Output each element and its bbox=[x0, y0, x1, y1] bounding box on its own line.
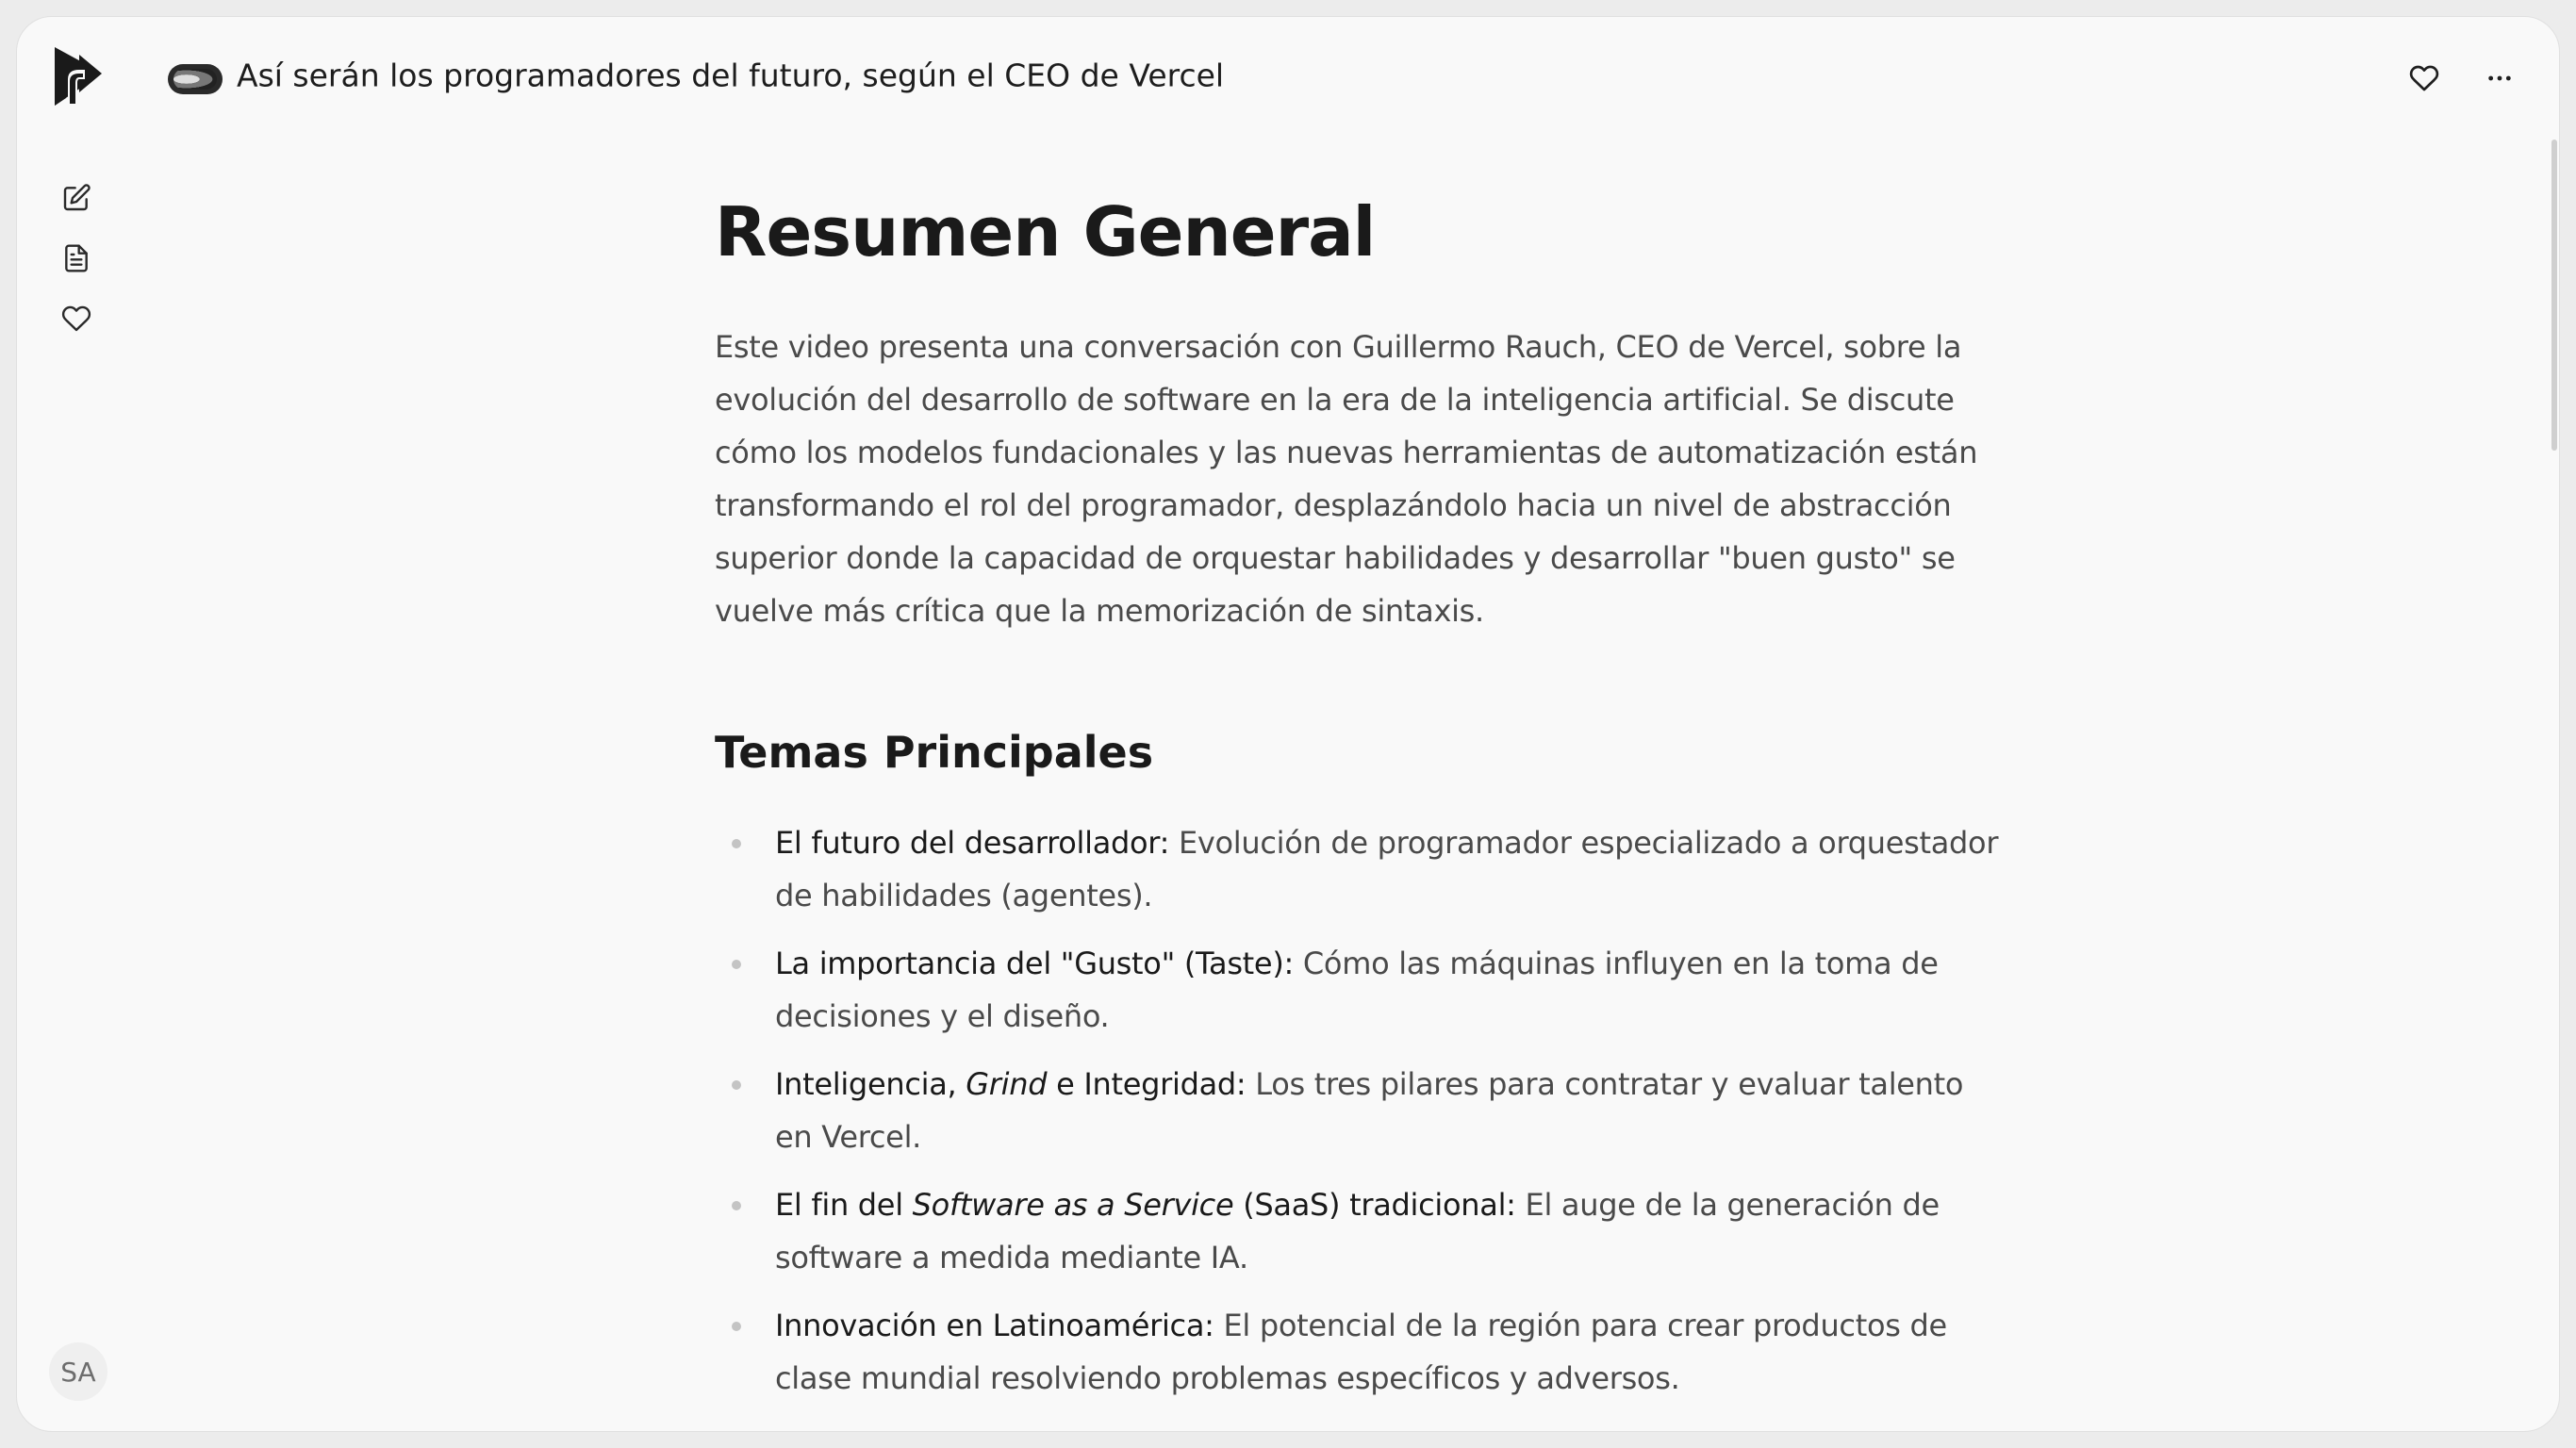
summary-paragraph: Este video presenta una conversación con Guillermo Rauch, CEO de Vercel, sobre la evolución del desarrollo de software en la era de la inteligencia artificial. Se discute cómo los modelos fundacionales y las nuevas herramientas de automatización están transformando el rol del programador, desplazándolo hacia un nivel de abstracción superior donde la capacidad de orquestar habilidades y desarrollar "buen gusto" se vuelve más crítica que la memorización de sintaxis. bbox=[715, 329, 1978, 629]
topic-text: El potencial de la región para crear productos de clase mundial resolviendo problemas específicos y adversos. bbox=[775, 1308, 1947, 1396]
bullet-icon bbox=[732, 1322, 741, 1331]
more-horizontal-icon bbox=[2485, 63, 2515, 93]
topic-lead-part: Inteligencia, bbox=[775, 1066, 966, 1102]
topic-lead: Innovación en Latinoamérica: bbox=[775, 1308, 1214, 1343]
bullet-icon bbox=[732, 839, 741, 848]
bullet-icon bbox=[732, 1080, 741, 1090]
topics-list bbox=[715, 816, 1997, 1405]
topic-lead bbox=[775, 1066, 1246, 1102]
heart-icon bbox=[2409, 63, 2439, 93]
top-bar bbox=[17, 17, 2559, 140]
list-item bbox=[715, 937, 2001, 1043]
video-thumbnail[interactable] bbox=[168, 64, 223, 94]
list-item bbox=[715, 1058, 2001, 1163]
document-icon bbox=[61, 243, 91, 273]
favorites-button[interactable] bbox=[59, 302, 93, 336]
app-logo-icon[interactable] bbox=[49, 45, 106, 107]
scrollbar[interactable] bbox=[2551, 140, 2557, 1422]
more-options-button[interactable] bbox=[2481, 59, 2518, 97]
app-window bbox=[16, 16, 2560, 1432]
topic-lead: El futuro del desarrollador: bbox=[775, 825, 1170, 861]
heart-icon bbox=[61, 304, 91, 334]
new-note-button[interactable] bbox=[59, 181, 93, 215]
topic-text: Los tres pilares para contratar y evaluar talento en Vercel. bbox=[775, 1066, 1964, 1155]
edit-icon bbox=[61, 183, 91, 213]
page-title: Resumen General bbox=[715, 192, 1376, 272]
bullet-icon bbox=[732, 960, 741, 969]
topic-lead-part: El fin del bbox=[775, 1187, 913, 1223]
main-content bbox=[715, 187, 1997, 1420]
documents-button[interactable] bbox=[59, 241, 93, 275]
user-avatar[interactable]: SA bbox=[49, 1342, 107, 1401]
list-item bbox=[715, 1178, 2001, 1284]
favorite-button[interactable] bbox=[2405, 59, 2443, 97]
section-heading: Temas Principales bbox=[715, 727, 1154, 778]
bullet-icon bbox=[732, 1201, 741, 1210]
topic-lead bbox=[775, 1187, 1516, 1223]
topic-text: Cómo las máquinas influyen en la toma de decisiones y el diseño. bbox=[775, 946, 1939, 1034]
topic-lead-italic: Software as a Service bbox=[912, 1187, 1234, 1223]
topic-lead: La importancia del "Gusto" (Taste): bbox=[775, 946, 1294, 981]
topic-text: Evolución de programador especializado a orquestador de habilidades (agentes). bbox=[775, 825, 1999, 913]
list-item bbox=[715, 1299, 2001, 1405]
scroll-thumb[interactable] bbox=[2551, 140, 2557, 451]
topic-lead-part: e Integridad: bbox=[1047, 1066, 1247, 1102]
topic-lead-part: (SaaS) tradicional: bbox=[1233, 1187, 1516, 1223]
topic-lead-italic: Grind bbox=[966, 1066, 1048, 1102]
topic-text: El auge de la generación de software a medida mediante IA. bbox=[775, 1187, 1940, 1275]
list-item bbox=[715, 816, 2001, 922]
video-title: Así serán los programadores del futuro, según el CEO de Vercel bbox=[237, 57, 1225, 94]
